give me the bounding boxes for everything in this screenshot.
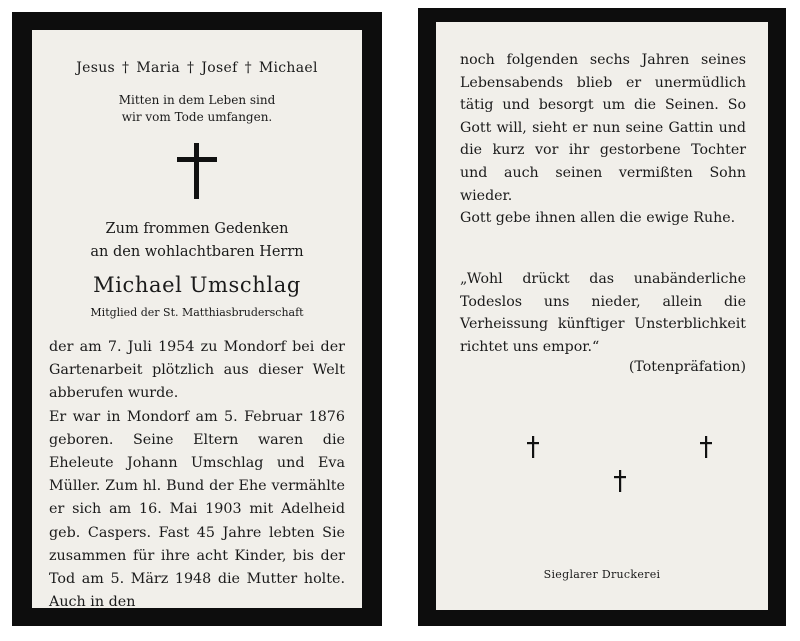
left-page-border (12, 12, 382, 626)
biography (49, 336, 345, 614)
right-page (436, 22, 768, 610)
cross-separator: † (187, 60, 195, 76)
deceased-name: Michael Umschlag (93, 273, 301, 297)
printer-credit: Sieglarer Druckerei (543, 568, 661, 581)
preface-quote (460, 268, 746, 358)
invocation-name: Josef (201, 60, 238, 76)
biography-continuation (460, 49, 746, 230)
prayer-line: Gott gebe ihnen allen die ewige Ruhe. (460, 210, 736, 227)
invocation-name: Jesus (76, 60, 116, 76)
motto (32, 92, 362, 126)
continuation-paragraph: noch folgenden sechs Jahren seines Lebensabends blieb er unermüdlich tätig und besorgt um die Seinen. So Gott will, sieht er nun seine Gattin und die kurz vor ihr gestorbene Tochter und auch seinen vermißten Sohn wieder. (460, 52, 746, 204)
invocation-name: Maria (136, 60, 181, 76)
invocation-name: Michael (258, 60, 318, 76)
dedication-line: an den wohlachtbaren Herrn (90, 244, 304, 260)
biography-paragraph: der am 7. Juli 1954 zu Mondorf bei der Gartenarbeit plötzlich aus dieser Welt abberufen wurde. (49, 339, 345, 402)
quote-text: „Wohl drückt das unabänderliche Todeslos uns nieder, allein die Verheissung künftiger Unsterblichkeit richtet uns empor.“ (460, 271, 746, 355)
small-cross-icon (526, 436, 540, 458)
small-cross-icon (699, 436, 713, 458)
cross-separator: † (244, 60, 252, 76)
motto-line: wir vom Tode umfangen. (121, 110, 273, 124)
biography-paragraph: Er war in Mondorf am 5. Februar 1876 geboren. Seine Eltern waren die Eheleute Johann Umschlag und Eva Müller. Zum hl. Bund der Ehe vermählte er sich am 16. Mai 1903 mit Adelheid geb. Caspers. Fast 45 Jahre lebten Sie zusammen für ihre acht Kinder, bis der Tod am 5. März 1948 die Mutter holte. Auch in den (49, 408, 345, 611)
memorial-dedication (32, 218, 362, 264)
membership-line: Mitglied der St. Matthiasbruderschaft (90, 306, 304, 319)
cross-separator: † (122, 60, 130, 76)
dedication-line: Zum frommen Gedenken (105, 221, 289, 237)
motto-line: Mitten in dem Leben sind (118, 93, 276, 107)
small-cross-icon (613, 470, 627, 492)
invocation-line (32, 60, 362, 76)
right-page-border (418, 8, 786, 626)
large-cross-icon (177, 143, 217, 199)
quote-source: (Totenpräfation) (628, 359, 746, 375)
left-page (32, 30, 362, 611)
